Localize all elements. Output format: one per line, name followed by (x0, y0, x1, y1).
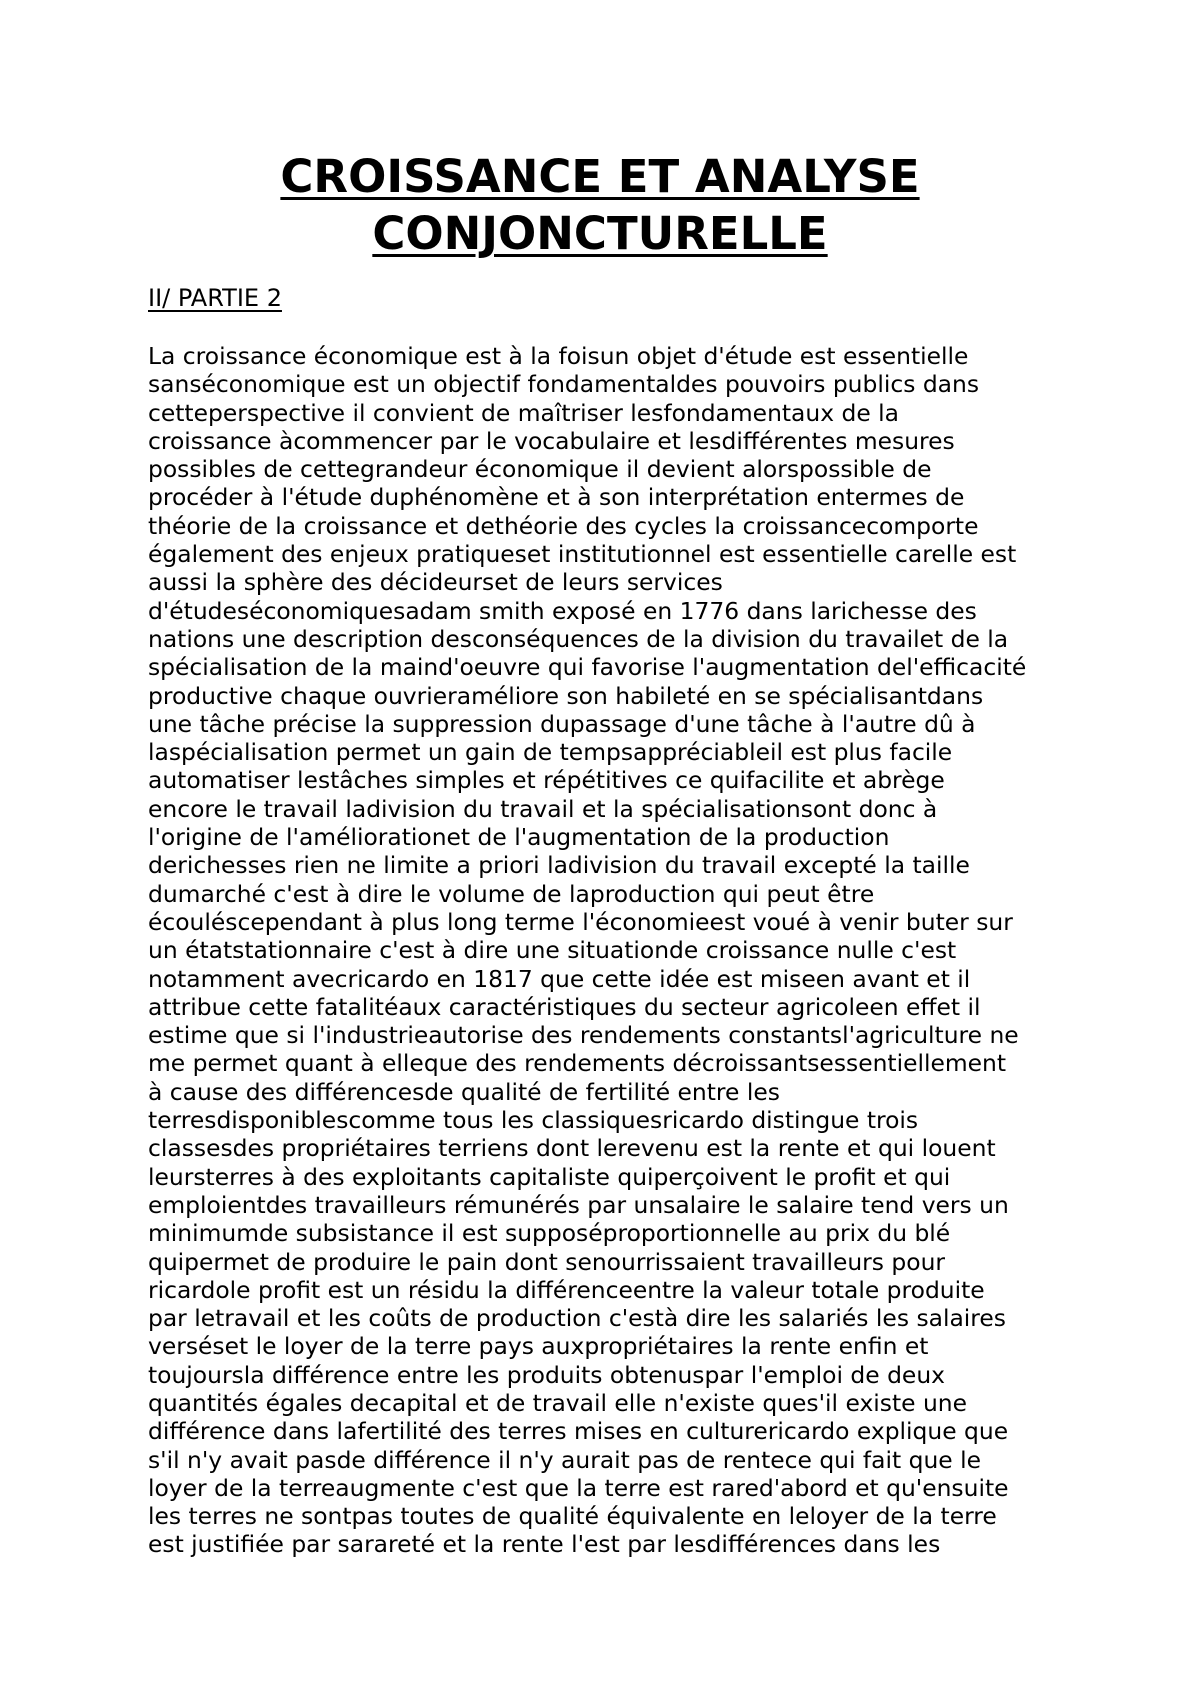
body-line: toujoursla différence entre les produits obtenuspar l'emploi de deux (148, 1360, 945, 1389)
section-heading: II/ PARTIE 2 (148, 284, 282, 312)
body-line: attribue cette fatalitéaux caractéristiques du secteur agricoleen effet il (148, 992, 981, 1021)
body-line: d'étudeséconomiquesadam smith exposé en 1776 dans larichesse des (148, 596, 977, 625)
body-line: par letravail et les coûts de production c'està dire les salariés les salaires (148, 1304, 1006, 1333)
document-title (0, 148, 1200, 262)
body-line: verséset le loyer de la terre pays auxpropriétaires la rente enfin et (148, 1332, 929, 1361)
body-line: cetteperspective il convient de maîtriser lesfondamentaux de la (148, 398, 900, 427)
body-paragraph (148, 342, 1088, 1559)
body-line: derichesses rien ne limite a priori ladivision du travail excepté la taille (148, 851, 970, 880)
body-line: quipermet de produire le pain dont senourrissaient travailleurs pour (148, 1247, 946, 1276)
body-line: dumarché c'est à dire le volume de laproduction qui peut être (148, 879, 875, 908)
title-line-2: CONJONCTURELLE (372, 207, 828, 260)
body-line: automatiser lestâches simples et répétitives ce quifacilite et abrège (148, 766, 945, 795)
body-line: un étatstationnaire c'est à dire une situationde croissance nulle c'est (148, 936, 957, 965)
title-line-1: CROISSANCE ET ANALYSE (280, 150, 920, 203)
body-line: théorie de la croissance et dethéorie des cycles la croissancecomporte (148, 511, 979, 540)
body-line: différence dans lafertilité des terres mises en culturericardo explique que (148, 1417, 1009, 1446)
body-line: à cause des différencesde qualité de fertilité entre les (148, 1077, 780, 1106)
body-line: notamment avecricardo en 1817 que cette idée est miseen avant et il (148, 964, 971, 993)
body-line: La croissance économique est à la foisun objet d'étude est essentielle (148, 342, 969, 370)
body-line: minimumde subsistance il est supposéproportionnelle au prix du blé (148, 1219, 951, 1248)
body-line: loyer de la terreaugmente c'est que la terre est rared'abord et qu'ensuite (148, 1473, 1009, 1502)
body-line: s'il n'y avait pasde différence il n'y aurait pas de rentece qui fait que le (148, 1445, 981, 1474)
body-line: l'origine de l'améliorationet de l'augmentation de la production (148, 823, 890, 852)
body-line: laspécialisation permet un gain de tempsappréciableil est plus facile (148, 738, 953, 767)
body-line: croissance àcommencer par le vocabulaire et lesdifférentes mesures (148, 426, 955, 455)
body-line: me permet quant à elleque des rendements décroissantsessentiellement (148, 1049, 1007, 1078)
body-line: les terres ne sontpas toutes de qualité équivalente en leloyer de la terre (148, 1502, 997, 1531)
body-line: aussi la sphère des décideurset de leurs services (148, 568, 723, 597)
body-line: emploientdes travailleurs rémunérés par unsalaire le salaire tend vers un (148, 1190, 1009, 1219)
body-line: spécialisation de la maind'oeuvre qui favorise l'augmentation del'efficacité (148, 653, 1027, 682)
body-line: ricardole profit est un résidu la différenceentre la valeur totale produite (148, 1275, 985, 1304)
body-line: est justifiée par sarareté et la rente l'est par lesdifférences dans les (148, 1530, 941, 1559)
body-line: également des enjeux pratiqueset institutionnel est essentielle carelle est (148, 540, 1017, 569)
body-line: écouléscependant à plus long terme l'économieest voué à venir buter sur (148, 907, 1013, 936)
body-line: sanséconomique est un objectif fondamentaldes pouvoirs publics dans (148, 370, 980, 399)
body-line: productive chaque ouvrieraméliore son habileté en se spécialisantdans (148, 681, 984, 710)
body-line: terresdisponiblescomme tous les classiquesricardo distingue trois (148, 1106, 919, 1135)
body-line: leursterres à des exploitants capitaliste quiperçoivent le profit et qui (148, 1162, 951, 1191)
body-line: quantités égales decapital et de travail elle n'existe ques'il existe une (148, 1388, 968, 1417)
body-line: procéder à l'étude duphénomène et à son interprétation entermes de (148, 483, 965, 512)
body-line: nations une description desconséquences de la division du travailet de la (148, 624, 1009, 653)
body-line: estime que si l'industrieautorise des rendements constantsl'agriculture ne (148, 1021, 1019, 1050)
body-line: possibles de cettegrandeur économique il devient alorspossible de (148, 455, 932, 484)
body-line: classesdes propriétaires terriens dont lerevenu est la rente et qui louent (148, 1134, 996, 1163)
body-line: une tâche précise la suppression dupassage d'une tâche à l'autre dû à (148, 709, 976, 738)
body-line: encore le travail ladivision du travail et la spécialisationsont donc à (148, 794, 938, 823)
